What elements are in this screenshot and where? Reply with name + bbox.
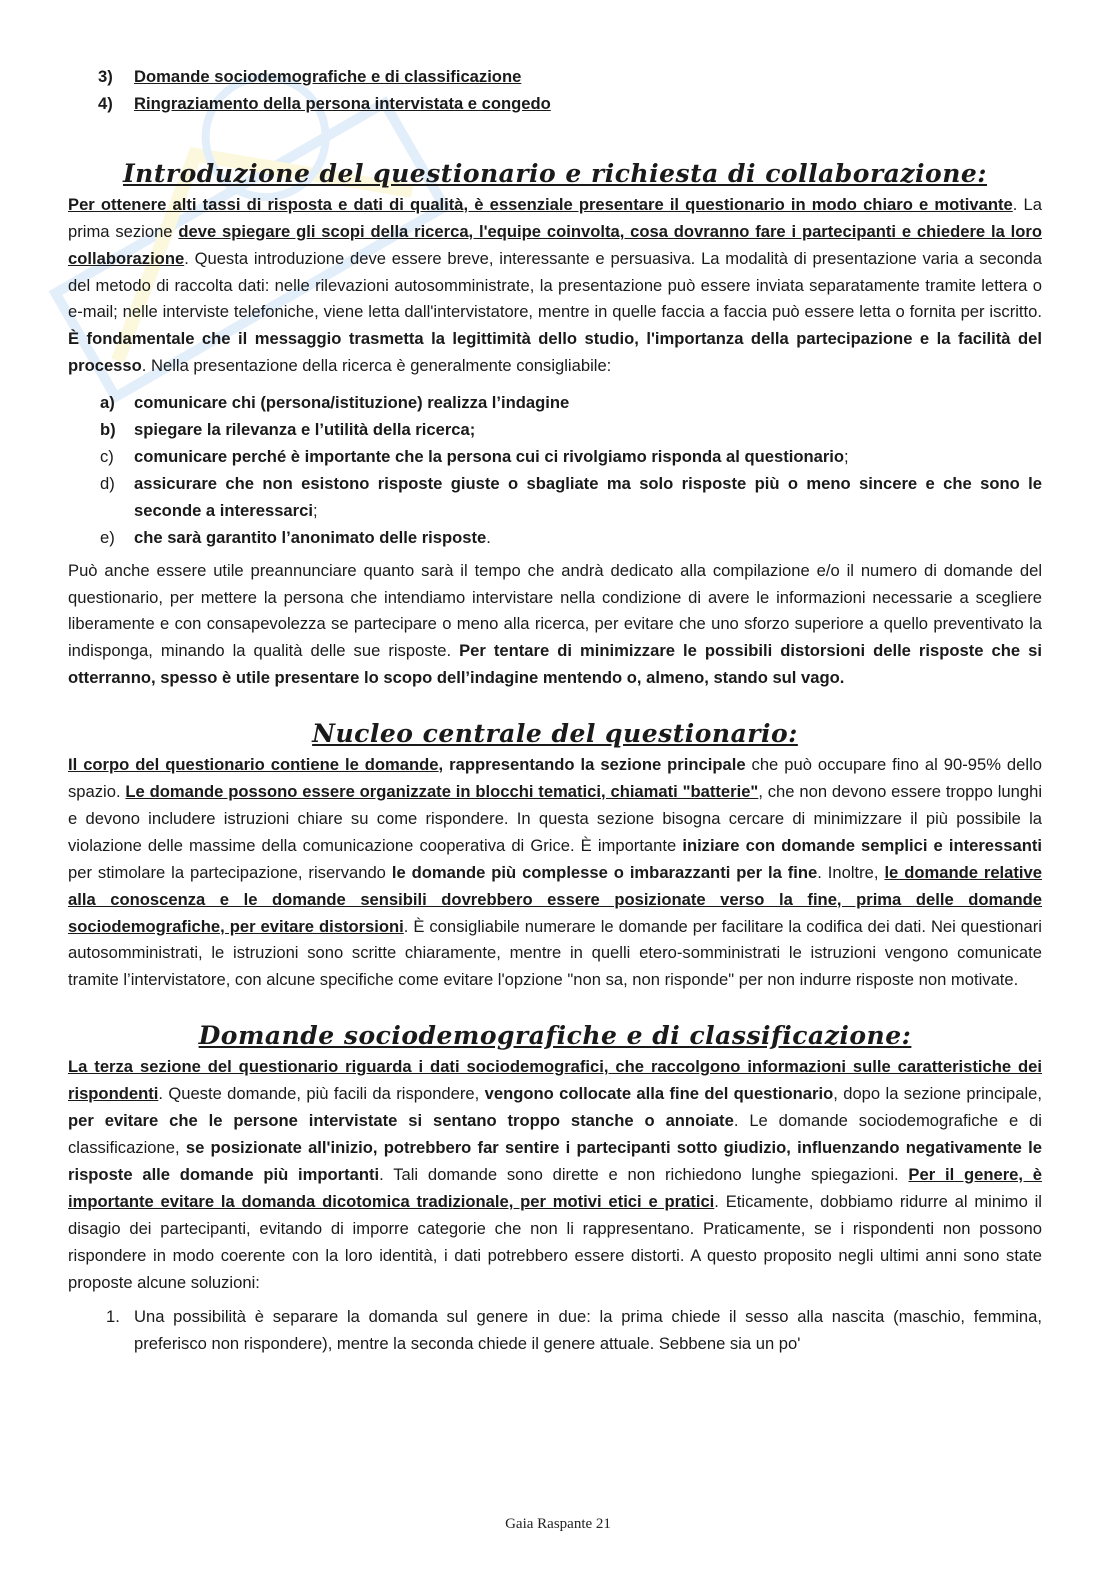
list-item: c) comunicare perché è importante che la persona cui ci rivolgiamo risponda al questionario; xyxy=(100,446,849,466)
nucleo-paragraph: Il corpo del questionario contiene le domande, rappresentando la sezione principale che può occupare fino al 90-95% dello spazio. Le domande possono essere organizzate in blocchi tematici, chiamati "batterie", che non devono essere troppo lunghi e devono includere istruzioni chiare su come rispondere. In questa sezione bisogna cercare di minimizzare il più possibile la violazione delle massime della comunicazione cooperativa di Grice. È importante iniziare con domande semplici e interessanti per stimolare la partecipazione, riservando le domande più complesse o imbarazzanti per la fine. Inoltre, le domande relative alla conoscenza e le domande sensibili dovrebbero essere posizionate verso la fine, prima delle domande sociodemografiche, per evitare distorsioni. È consigliabile numerare le domande per facilitare la codifica dei dati. Nei questionari autosomministrati, le istruzioni sono scritte chiaramente, mentre in quelli etero-somministrati le istruzioni vengono comunicate tramite l’intervistatore, con alcune specifiche come evitare l'opzione "non sa, non risponde" per non indurre risposte non motivate. xyxy=(68,755,1043,990)
list-item: 1. Una possibilità è separare la domanda sul genere in due: la prima chiede il sesso alla nascita (maschio, femmina, preferisco non rispondere), mentre la seconda chiede il genere attuale. Sebbene sia un po' xyxy=(106,1307,1042,1354)
list-item xyxy=(68,64,1042,91)
numbered-list xyxy=(68,1304,1042,1358)
sociodemografiche-paragraph: La terza sezione del questionario riguarda i dati sociodemografici, che raccolgono informazioni sulle caratteristiche dei rispondenti. Queste domande, più facili da rispondere, vengono collocate alla fine del questionario, dopo la sezione principale, per evitare che le persone intervistate si sentano troppo stanche o annoiate. Le domande sociodemografiche e di classificazione, se posizionate all'inizio, potrebbero far sentire i partecipanti sotto giudizio, influenzando negativamente le risposte alle domande più importanti. Tali domande sono dirette e non richiedono lunghe spiegazioni. Per il genere, è importante evitare la domanda dicotomica tradizionale, per motivi etici e pratici. Eticamente, dobbiamo ridurre al minimo il disagio dei partecipanti, evitando di imporre categorie che non li rappresentano. Praticamente, se i rispondenti non possono rispondere in modo coerente con la loro identità, i dati potrebbero essere distorti. A questo proposito negli ultimi anni sono state proposte alcune soluzioni: xyxy=(68,1057,1043,1292)
list-number: 3) xyxy=(98,67,113,86)
list-text: Domande sociodemografiche e di classificazione xyxy=(134,67,522,86)
page-content xyxy=(68,64,1042,1358)
section-heading-sociodemografiche: Domande sociodemografiche e di classificazione: xyxy=(198,1021,912,1051)
top-numbered-list xyxy=(68,64,1042,118)
intro-paragraph-2: Può anche essere utile preannunciare quanto sarà il tempo che andrà dedicato alla compilazione e/o il numero di domande del questionario, per mettere la persona che intendiamo intervistare nella condizione di avere le informazioni necessarie a scegliere liberamente e con consapevolezza se partecipare o meno alla ricerca, per evitare che uno sforzo superiore a quello preventivato la indisponga, minando la qualità delle sue risposte. Per tentare di minimizzare le possibili distorsioni delle risposte che si otterranno, spesso è utile presentare lo scopo dell’indagine mentendo o, almeno, stando sul vago. xyxy=(68,560,1042,688)
lettered-list xyxy=(68,390,1042,551)
list-text: Ringraziamento della persona intervistata e congedo xyxy=(134,93,551,113)
list-number: 4) xyxy=(98,93,113,113)
list-item: e) che sarà garantito l’anonimato delle risposte. xyxy=(100,527,491,547)
list-item: a) comunicare chi (persona/istituzione) realizza l’indagine xyxy=(100,393,570,413)
page-footer: Gaia Raspante 21 xyxy=(505,1516,611,1532)
list-item xyxy=(68,91,1042,118)
section-heading-nucleo: Nucleo centrale del questionario: xyxy=(312,719,798,749)
list-item: d) assicurare che non esistono risposte giuste o sbagliate ma solo risposte più o meno sincere e che sono le seconde a interessarci; xyxy=(100,473,1042,520)
intro-paragraph: Per ottenere alti tassi di risposta e dati di qualità, è essenziale presentare il questionario in modo chiaro e motivante. La prima sezione deve spiegare gli scopi della ricerca, l'equipe coinvolta, cosa dovranno fare i partecipanti e chiedere la loro collaborazione. Questa introduzione deve essere breve, interessante e persuasiva. La modalità di presentazione varia a seconda del metodo di raccolta dati: nelle rilevazioni autosomministrate, la presentazione può essere inviata separatamente tramite lettera o e-mail; nelle interviste telefoniche, viene letta dall'intervistatore, mentre in quelle faccia a faccia può essere letta o fornita per iscritto. È fondamentale che il messaggio trasmetta la legittimità dello studio, l'importanza della partecipazione e la facilità del processo. Nella presentazione della ricerca è generalmente consigliabile: xyxy=(68,194,1042,376)
list-item: b) spiegare la rilevanza e l’utilità della ricerca; xyxy=(100,420,476,440)
section-heading-introduzione: Introduzione del questionario e richiesta di collaborazione: xyxy=(122,158,988,188)
